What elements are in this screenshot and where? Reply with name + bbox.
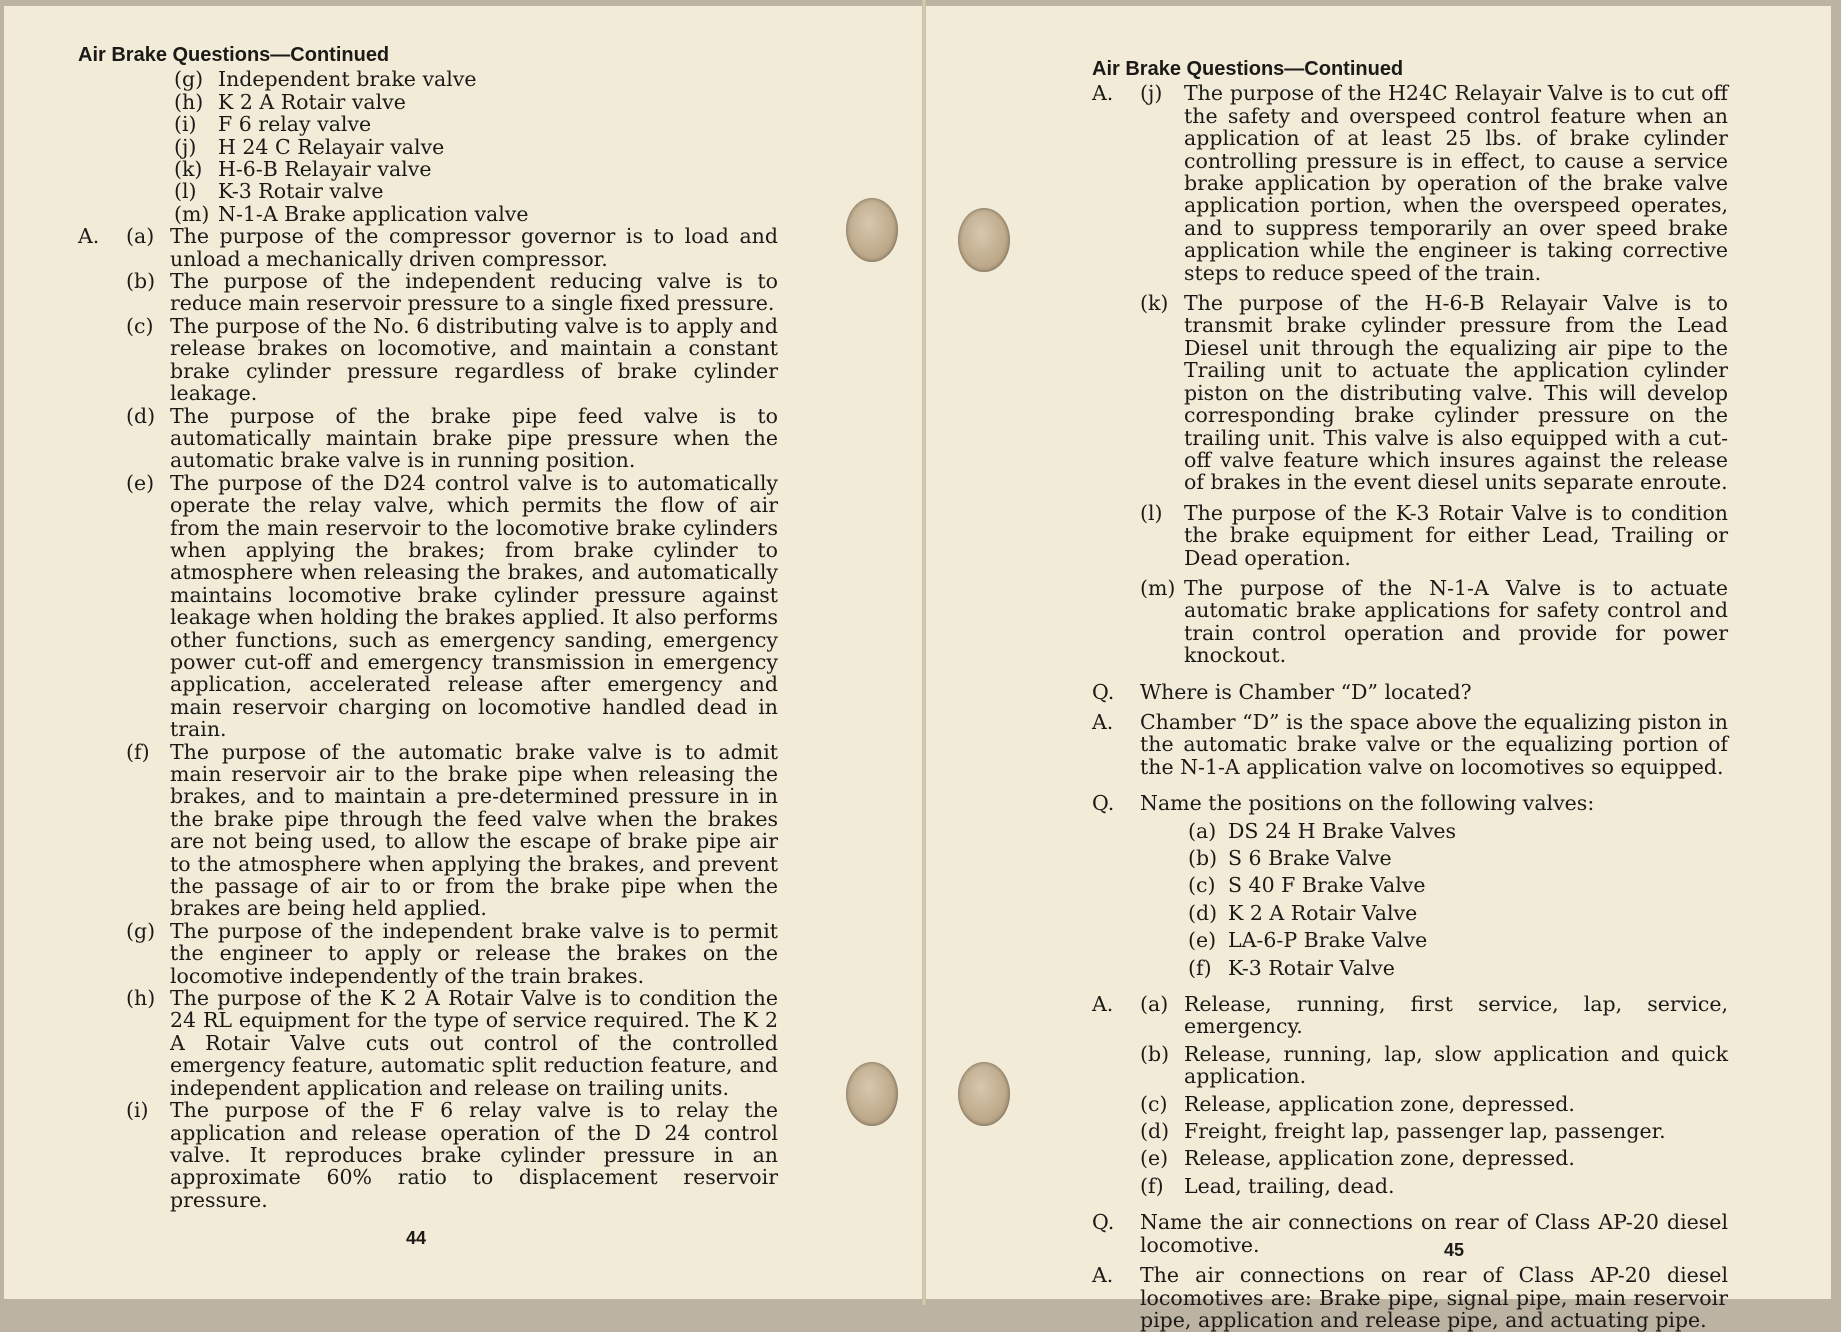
item-text: S 40 F Brake Valve: [1228, 873, 1426, 898]
list-item: [78, 136, 778, 158]
item-label: (i): [126, 1098, 149, 1123]
answer-prefix: A.: [1092, 1263, 1114, 1288]
question-text: Where is Chamber “D” located?: [1140, 679, 1472, 704]
valve-list: [1092, 820, 1728, 979]
answer-text: The purpose of the compressor governor is to load and unload a mechanically driven compressor.: [170, 224, 778, 271]
answer-prefix: A.: [1092, 992, 1114, 1017]
answer-item: [78, 472, 778, 741]
question-text: Name the air connections on rear of Class AP-20 diesel locomotive.: [1140, 1210, 1728, 1257]
question-item: [1092, 792, 1728, 814]
item-label: (j): [174, 134, 197, 159]
list-item: [1188, 902, 1728, 924]
question-text: Name the positions on the following valves:: [1140, 791, 1595, 816]
list-item: [1188, 847, 1728, 869]
list-item: [1188, 874, 1728, 896]
answer-text: Lead, trailing, dead.: [1184, 1173, 1395, 1198]
item-text: K 2 A Rotair Valve: [1228, 900, 1418, 925]
item-label: (a): [1188, 818, 1217, 843]
answer-text: The purpose of the H24C Relayair Valve is to cut off the safety and overspeed control feature when an application of at least 25 lbs. of brake cylinder controlling pressure is in effect, to cause a service brake application by operation of the brake valve application portion, when the overspeed operates, and to suppress temporarily an over speed brake application while the engineer is taking corrective steps to reduce speed of the train.: [1184, 81, 1728, 285]
question-prefix: Q.: [1092, 1210, 1115, 1235]
item-label: (l): [174, 179, 197, 204]
answer-block: [1092, 993, 1728, 1197]
answer-item: [1092, 1147, 1728, 1169]
answer-text: Release, application zone, depressed.: [1184, 1146, 1575, 1171]
list-item: [78, 113, 778, 135]
answer-text: The purpose of the K-3 Rotair Valve is to condition the brake equipment for either Lead, Trailing or Dead operation.: [1184, 500, 1728, 570]
list-item: [1188, 957, 1728, 979]
answer-item: [1092, 1175, 1728, 1197]
valve-list: [78, 68, 778, 225]
list-item: [1188, 820, 1728, 842]
list-item: [78, 180, 778, 202]
answer-text: The purpose of the F 6 relay valve is to relay the application and release operation of the D 24 control valve. It reproduces brake cylinder pressure in an approximate 60% ratio to displacement reservoir pressure.: [170, 1098, 778, 1212]
page-left-content: [78, 44, 778, 1211]
answer-item: [1092, 993, 1728, 1038]
answer-text: The purpose of the independent brake valve is to permit the engineer to apply or release the brakes on the locomotive independently of the train brakes.: [170, 918, 778, 988]
answer-item: [1092, 1093, 1728, 1115]
answer-prefix: A.: [1092, 709, 1114, 734]
page-heading: Air Brake Questions—Continued: [78, 44, 390, 66]
answer-item: [78, 741, 778, 920]
item-label: (d): [126, 403, 156, 428]
binder-hole: [846, 198, 898, 262]
item-label: (d): [1140, 1119, 1170, 1144]
item-label: (g): [126, 918, 156, 943]
item-label: (l): [1140, 500, 1163, 525]
item-label: (c): [1188, 873, 1216, 898]
item-label: (h): [126, 986, 156, 1011]
answer-block: [1092, 82, 1728, 666]
item-label: (k): [1140, 291, 1169, 316]
item-label: (g): [174, 67, 204, 92]
item-label: (e): [126, 470, 155, 495]
question-prefix: Q.: [1092, 679, 1115, 704]
item-text: K-3 Rotair Valve: [1228, 955, 1395, 980]
item-label: (f): [1140, 1173, 1164, 1198]
answer-text: Chamber “D” is the space above the equalizing piston in the automatic brake valve or the equalizing portion of the N-1-A application valve on locomotives so equipped.: [1140, 709, 1728, 779]
item-text: S 6 Brake Valve: [1228, 846, 1392, 870]
item-text: K-3 Rotair valve: [218, 179, 384, 204]
item-text: F 6 relay valve: [218, 112, 372, 137]
answer-item: [1092, 292, 1728, 494]
answer-item: [78, 315, 778, 405]
item-label: (a): [1140, 992, 1169, 1017]
answer-text: The purpose of the brake pipe feed valve is to automatically maintain brake pipe pressure when the automatic brake valve is in running position.: [170, 403, 778, 473]
answer-item: [78, 1099, 778, 1211]
answer-item: [1092, 577, 1728, 667]
answer-text: The purpose of the K 2 A Rotair Valve is to condition the 24 RL equipment for the type of service required. The K 2 A Rotair Valve cuts out control of the controlled emergency feature, automatic split reduction feature, and independent application and release on trailing units.: [170, 986, 778, 1100]
answer-item: [1092, 1264, 1728, 1331]
item-label: (d): [1188, 900, 1218, 925]
list-item: [78, 158, 778, 180]
item-label: (b): [1140, 1041, 1170, 1066]
answer-text: Freight, freight lap, passenger lap, passenger.: [1184, 1119, 1666, 1144]
page-number: 44: [406, 1228, 427, 1248]
answer-item: [78, 270, 778, 315]
page-right: [926, 6, 1831, 1332]
binder-hole: [958, 1062, 1010, 1126]
item-text: DS 24 H Brake Valves: [1228, 818, 1457, 843]
answer-text: The purpose of the No. 6 distributing valve is to apply and release brakes on locomotive, and maintain a constant brake cylinder pressure regardless of brake cylinder leakage.: [170, 313, 778, 406]
item-label: (k): [174, 157, 203, 182]
answer-item: [1092, 1043, 1728, 1088]
answer-text: Release, application zone, depressed.: [1184, 1091, 1575, 1116]
item-text: H 24 C Relayair valve: [218, 134, 445, 159]
item-label: (h): [174, 89, 204, 114]
list-item: [78, 91, 778, 113]
page-number: 45: [1444, 1240, 1465, 1260]
item-label: (e): [1188, 928, 1217, 953]
item-label: (a): [126, 224, 155, 249]
page-right-content: [1092, 58, 1728, 1331]
answer-item: [1092, 1120, 1728, 1142]
answer-text: The purpose of the H-6-B Relayair Valve is to transmit brake cylinder pressure from the Lead Diesel unit through the equalizing air pipe to the Trailing unit to actuate the application cylinder piston on the distributing valve. This will develop corresponding brake cylinder pressure on the trailing unit. This valve is also equipped with a cut-off valve feature which insures against the release of brakes in the event diesel units separate enroute.: [1184, 291, 1728, 495]
item-label: (i): [174, 112, 197, 137]
binder-hole: [846, 1062, 898, 1126]
answer-prefix: A.: [1092, 81, 1114, 106]
list-item: [78, 68, 778, 90]
answer-text: The purpose of the N-1-A Valve is to actuate automatic brake applications for safety control and train control operation and provide for power knockout.: [1184, 575, 1728, 668]
item-label: (e): [1140, 1146, 1169, 1171]
answer-item: [1092, 711, 1728, 778]
item-label: (m): [174, 201, 210, 226]
question-item: [1092, 681, 1728, 703]
answer-item: [78, 225, 778, 270]
answer-text: The purpose of the D24 control valve is to automatically operate the relay valve, which permits the flow of air from the main reservoir to the locomotive brake cylinders when applying the brakes; from brake cylinder to atmosphere when releasing the brakes, and automatically maintains locomotive brake cylinder pressure against leakage when holding the brakes applied. It also performs other functions, such as emergency sanding, emergency power cut-off and emergency transmission in emergency application, accelerated release after emergency and main reservoir charging on locomotive handled dead in train.: [170, 470, 778, 742]
item-label: (f): [126, 739, 150, 764]
item-label: (c): [1140, 1091, 1168, 1116]
item-label: (j): [1140, 81, 1163, 106]
binder-hole: [958, 208, 1010, 272]
answer-item: [78, 405, 778, 472]
item-text: Independent brake valve: [218, 67, 477, 92]
list-item: [78, 203, 778, 225]
answer-item: [78, 987, 778, 1099]
answer-text: The purpose of the independent reducing valve is to reduce main reservoir pressure to a single fixed pressure.: [170, 269, 778, 316]
answer-block: [78, 225, 778, 1211]
answer-text: Release, running, first service, lap, service, emergency.: [1184, 992, 1728, 1039]
question-prefix: Q.: [1092, 791, 1115, 816]
answer-item: [1092, 502, 1728, 569]
item-label: (b): [1188, 846, 1218, 870]
item-text: H-6-B Relayair valve: [218, 157, 432, 182]
item-text: K 2 A Rotair valve: [218, 89, 406, 114]
answer-text: Release, running, lap, slow application and quick application.: [1184, 1041, 1728, 1089]
list-item: [1188, 929, 1728, 951]
answer-text: The purpose of the automatic brake valve is to admit main reservoir air to the brake pipe when releasing the brakes, and to maintain a pre-determined pressure in in the brake pipe through the feed valve when the brakes are not being used, to allow the escape of brake pipe air to the atmosphere when applying the brakes, and prevent the passage of air to or from the brake pipe when the brakes are being held applied.: [170, 739, 778, 921]
item-label: (m): [1140, 575, 1176, 600]
item-text: LA-6-P Brake Valve: [1228, 928, 1428, 953]
answer-item: [78, 920, 778, 987]
page-heading: Air Brake Questions—Continued: [1092, 58, 1404, 80]
answer-prefix: A.: [78, 224, 100, 249]
answer-text: The air connections on rear of Class AP-20 diesel locomotives are: Brake pipe, signal pipe, main reservoir pipe, application and release pipe, and actuating pipe.: [1140, 1263, 1728, 1332]
item-label: (c): [126, 313, 154, 338]
item-text: N-1-A Brake application valve: [218, 201, 529, 226]
item-label: (f): [1188, 955, 1212, 980]
page-left: [4, 6, 922, 1299]
question-item: [1092, 1211, 1728, 1256]
answer-item: [1092, 82, 1728, 284]
item-label: (b): [126, 269, 156, 294]
